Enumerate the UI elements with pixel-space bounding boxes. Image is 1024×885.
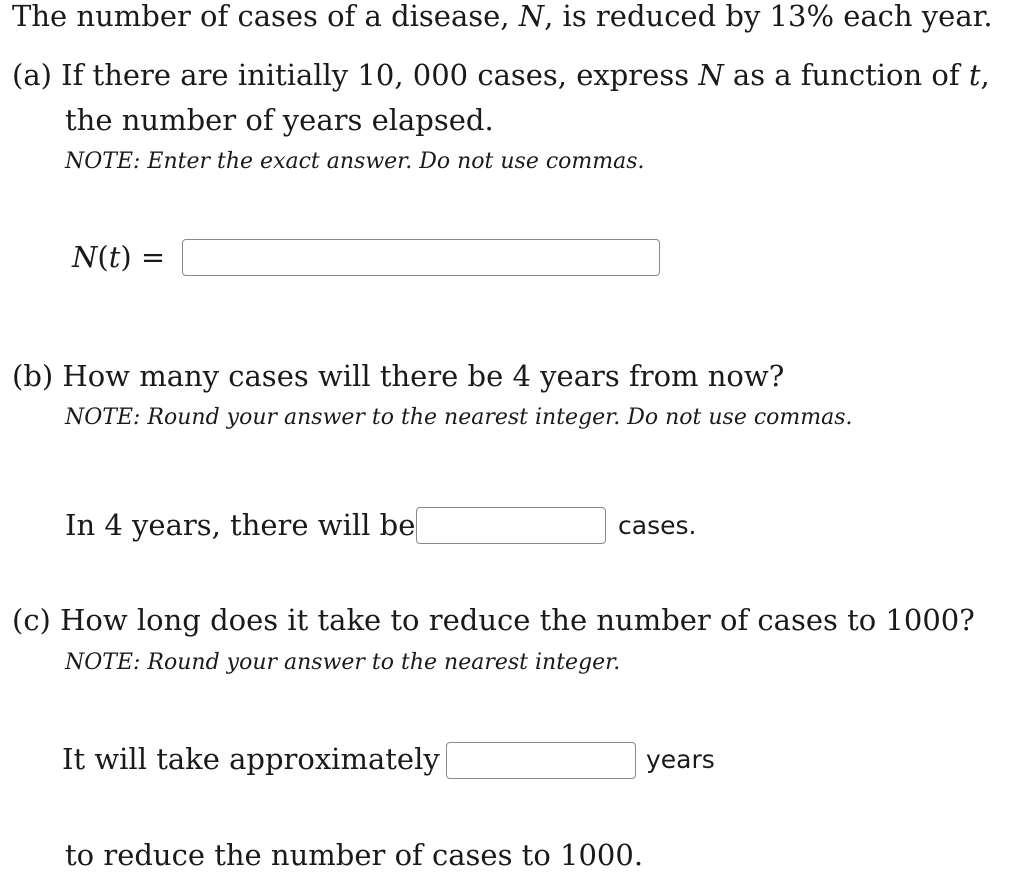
part-a-label: (a) [12, 58, 52, 92]
part-c-label: (c) [12, 603, 51, 637]
part-a-question-line2: the number of years elapsed. [65, 103, 494, 137]
part-c-after: to reduce the number of cases to 1000. [65, 838, 644, 872]
part-a-note: NOTE: Enter the exact answer. Do not use commas. [65, 149, 645, 174]
part-b-suffix: cases. [618, 511, 697, 540]
variable-t: t [968, 58, 981, 92]
part-c-suffix: years [646, 745, 715, 774]
part-c-answer-input[interactable] [446, 742, 636, 779]
part-b-question [12, 359, 785, 393]
part-b-prefix: In 4 years, there will be [65, 508, 416, 542]
part-a-question [12, 58, 990, 92]
part-c-question [12, 603, 975, 637]
intro-text [12, 2, 993, 31]
part-b-label: (b) [12, 359, 54, 393]
paren-close-equals: ) = [120, 240, 166, 274]
intro-text-part2: , is reduced by 13% each year. [544, 0, 993, 33]
part-c-note: NOTE: Round your answer to the nearest integer. [65, 650, 621, 675]
part-a-question-part2: as a function of [723, 58, 969, 92]
function-name: N [72, 240, 98, 274]
part-c-prefix: It will take approximately [62, 742, 440, 776]
part-b-note: NOTE: Round your answer to the nearest integer. Do not use commas. [65, 405, 853, 430]
part-a-question-part1: If there are initially 10, 000 cases, express [61, 58, 699, 92]
intro-text-part1: The number of cases of a disease, [12, 0, 519, 33]
part-b-question-text: How many cases will there be 4 years from now? [62, 359, 785, 393]
variable-n: N [518, 0, 545, 33]
part-a-question-part3: , [980, 58, 990, 92]
part-a-answer-input[interactable] [182, 239, 660, 276]
variable-n: N [698, 58, 724, 92]
part-b-answer-input[interactable] [416, 507, 606, 544]
paren-open: ( [97, 240, 109, 274]
part-c-question-text: How long does it take to reduce the number of cases to 1000? [60, 603, 975, 637]
part-a-prefix [72, 240, 166, 274]
function-argument: t [108, 240, 121, 274]
